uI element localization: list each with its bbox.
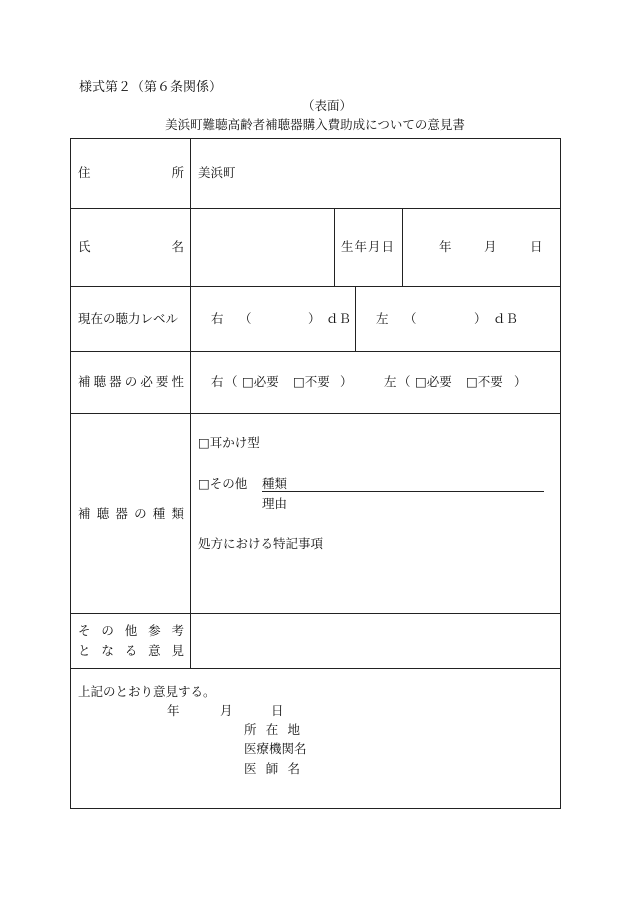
name-label: 氏 名	[78, 239, 184, 254]
form-side: （表面）	[302, 98, 353, 113]
other-opinion-input[interactable]	[194, 616, 556, 665]
kind-label: 種類	[262, 476, 288, 491]
page-title: 美浜町難聴高齢者補聴器購入費助成についての意見書	[165, 117, 465, 132]
name-field[interactable]	[192, 210, 333, 284]
ear-hook-checkbox[interactable]: □耳かけ型	[198, 435, 260, 450]
hearing-right-input[interactable]	[255, 306, 305, 332]
necessity-left-label: 左	[384, 374, 397, 389]
reason-input[interactable]	[292, 496, 542, 512]
hearing-left-open-paren: （	[404, 311, 417, 326]
prescription-notes-input[interactable]	[198, 556, 548, 608]
device-type-label: 補 聴 器 の 種 類	[78, 506, 184, 521]
necessity-label: 補 聴 器 の 必 要 性	[78, 374, 184, 389]
declaration-day-label: 日	[271, 703, 284, 718]
location-label: 所 在 地	[244, 722, 300, 737]
birth-date-label: 生年月日	[341, 239, 396, 254]
other-opinion-label-line1: そ の 他 参 考	[78, 623, 184, 638]
declaration-text: 上記のとおり意見する。	[78, 684, 216, 699]
necessity-right-close-paren: ）	[340, 374, 353, 389]
necessity-left-open-paren: （	[398, 374, 411, 389]
institution-input[interactable]	[310, 740, 550, 756]
declaration-year-label: 年	[167, 703, 180, 718]
hearing-right-open-paren: （	[239, 311, 252, 326]
kind-input[interactable]	[292, 476, 542, 492]
declaration-month-label: 月	[220, 703, 233, 718]
doctor-name-input[interactable]	[310, 760, 550, 776]
necessity-left-needed-checkbox[interactable]: □必要	[415, 374, 452, 389]
hearing-left-close-paren: ）	[474, 311, 487, 326]
birth-day-label: 日	[530, 239, 543, 254]
hearing-left-unit: ｄＢ	[493, 311, 519, 326]
form-number: 様式第２（第６条関係）	[79, 80, 223, 95]
necessity-right-label: 右	[211, 374, 224, 389]
reason-label: 理由	[262, 496, 288, 511]
hearing-right-unit: ｄＢ	[326, 311, 352, 326]
hearing-left-label: 左	[376, 311, 389, 326]
necessity-right-open-paren: （	[225, 374, 238, 389]
necessity-left-close-paren: ）	[514, 374, 527, 389]
address-value[interactable]: 美浜町	[198, 165, 236, 180]
doctor-name-label: 医 師 名	[244, 761, 300, 776]
birth-year-label: 年	[439, 239, 452, 254]
institution-label: 医療機関名	[244, 741, 307, 756]
necessity-left-not-needed-checkbox[interactable]: □不要	[466, 374, 503, 389]
location-input[interactable]	[310, 720, 550, 736]
prescription-notes-label: 処方における特記事項	[198, 536, 324, 551]
address-label: 住 所	[78, 165, 184, 180]
hearing-right-close-paren: ）	[308, 311, 321, 326]
birth-month-label: 月	[484, 239, 497, 254]
other-type-checkbox[interactable]: □その他	[198, 476, 248, 491]
other-opinion-label-line2: と な る 意 見	[78, 643, 184, 658]
hearing-left-input[interactable]	[420, 306, 470, 332]
necessity-right-not-needed-checkbox[interactable]: □不要	[293, 374, 330, 389]
necessity-right-needed-checkbox[interactable]: □必要	[242, 374, 279, 389]
hearing-right-label: 右	[211, 311, 224, 326]
hearing-level-label: 現在の聴力レベル	[78, 311, 179, 326]
